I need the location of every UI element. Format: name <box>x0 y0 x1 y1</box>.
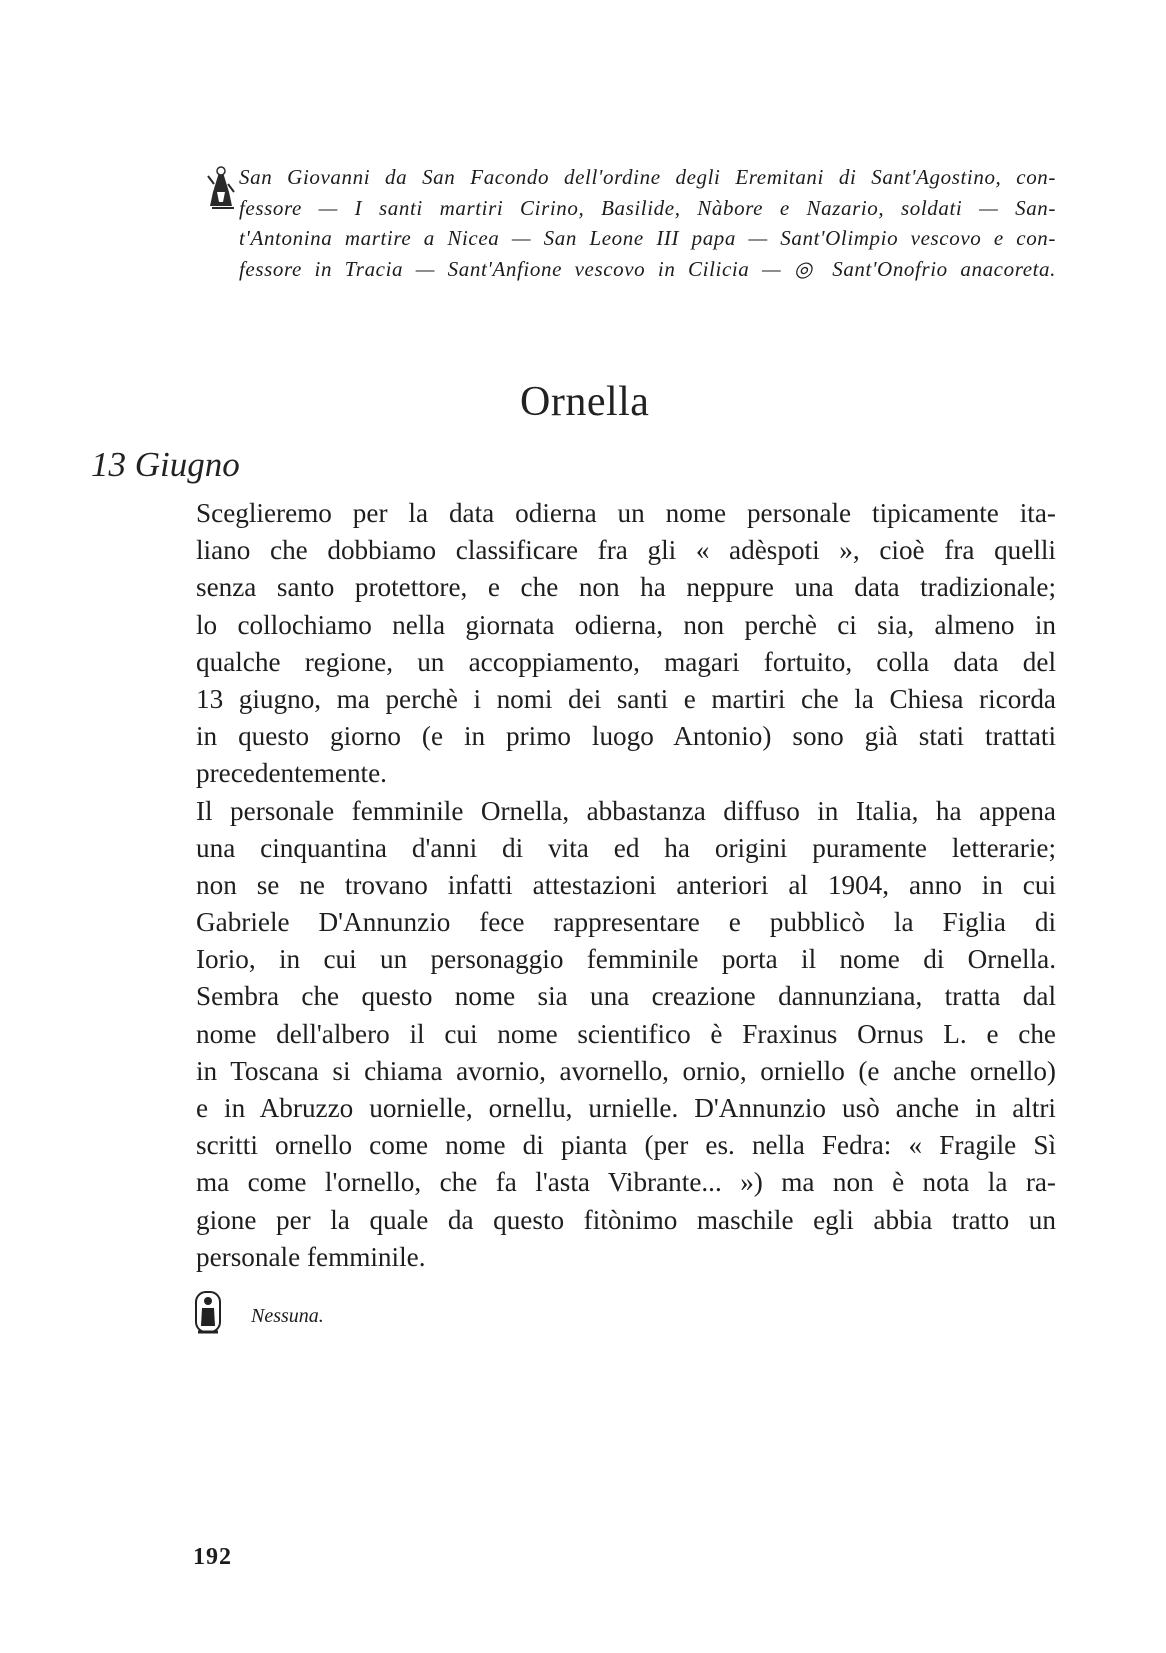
body-line: 13 giugno, ma perchè i nomi dei santi e martiri che la Chiesa ricorda <box>196 683 1056 714</box>
body-text <box>196 495 1056 1276</box>
saints-line: fessore in Tracia — Sant'Anfione vescovo in Cilicia — ◎ Sant'Onofrio anacoreta. <box>239 256 1056 281</box>
page-title: Ornella <box>520 379 650 425</box>
body-line: non se ne trovano infatti attestazioni anteriori al 1904, anno in cui <box>196 869 1056 900</box>
body-line: personale femminile. <box>196 1241 426 1272</box>
body-line: senza santo protettore, e che non ha neppure una data tradizionale; <box>196 572 1056 603</box>
body-line: scritti ornello come nome di pianta (per es. nella Fedra: « Fragile Sì <box>196 1130 1056 1161</box>
saints-line: San Giovanni da San Facondo dell'ordine degli Eremitani di Sant'Agostino, con- <box>239 165 1056 189</box>
saints-of-the-day <box>239 162 1056 284</box>
body-line: Sembra che questo nome sia una creazione dannunziana, tratta dal <box>196 981 1056 1012</box>
body-line: liano che dobbiamo classificare fra gli « adèspoti », cioè fra quelli <box>196 535 1056 566</box>
body-line: Gabriele D'Annunzio fece rappresentare e pubblicò la Figlia di <box>196 907 1056 938</box>
body-line: in questo giorno (e in primo luogo Antonio) sono già stati trattati <box>196 721 1056 752</box>
saint-figure-icon <box>204 162 238 212</box>
body-line: Iorio, in cui un personaggio femminile porta il nome di Ornella. <box>196 944 1056 975</box>
body-line: ma come l'ornello, che fa l'asta Vibrante... ») ma non è nota la ra- <box>196 1167 1056 1198</box>
body-line: precedentemente. <box>196 758 387 789</box>
body-line: lo collochiamo nella giornata odierna, non perchè ci sia, almeno in <box>196 609 1056 640</box>
body-line: gione per la quale da questo fitònimo maschile egli abbia tratto un <box>196 1204 1056 1235</box>
date-heading: 13 Giugno <box>91 445 240 484</box>
body-line: qualche regione, un accoppiamento, magari fortuito, colla data del <box>196 646 1056 677</box>
body-line: una cinquantina d'anni di vita ed ha origini puramente letterarie; <box>196 832 1056 863</box>
page-number: 192 <box>193 1544 232 1570</box>
saints-line: t'Antonina martire a Nicea — San Leone III papa — Sant'Olimpio vescovo e con- <box>239 226 1056 250</box>
body-line: Sceglieremo per la data odierna un nome personale tipicamente ita- <box>196 498 1056 528</box>
body-line: e in Abruzzo uornielle, ornellu, urnielle. D'Annunzio usò anche in altri <box>196 1093 1056 1123</box>
body-line: in Toscana si chiama avornio, avornello, ornio, orniello (e anche ornello) <box>196 1055 1056 1086</box>
body-line: Il personale femminile Ornella, abbastanza diffuso in Italia, ha appena <box>196 795 1056 826</box>
saints-line: fessore — I santi martiri Cirino, Basilide, Nàbore e Nazario, soldati — San- <box>239 195 1056 220</box>
patron-none-label: Nessuna. <box>251 1305 324 1327</box>
saint-statue-icon <box>194 1290 222 1334</box>
body-line: nome dell'albero il cui nome scientifico è Fraxinus Ornus L. e che <box>196 1018 1056 1049</box>
